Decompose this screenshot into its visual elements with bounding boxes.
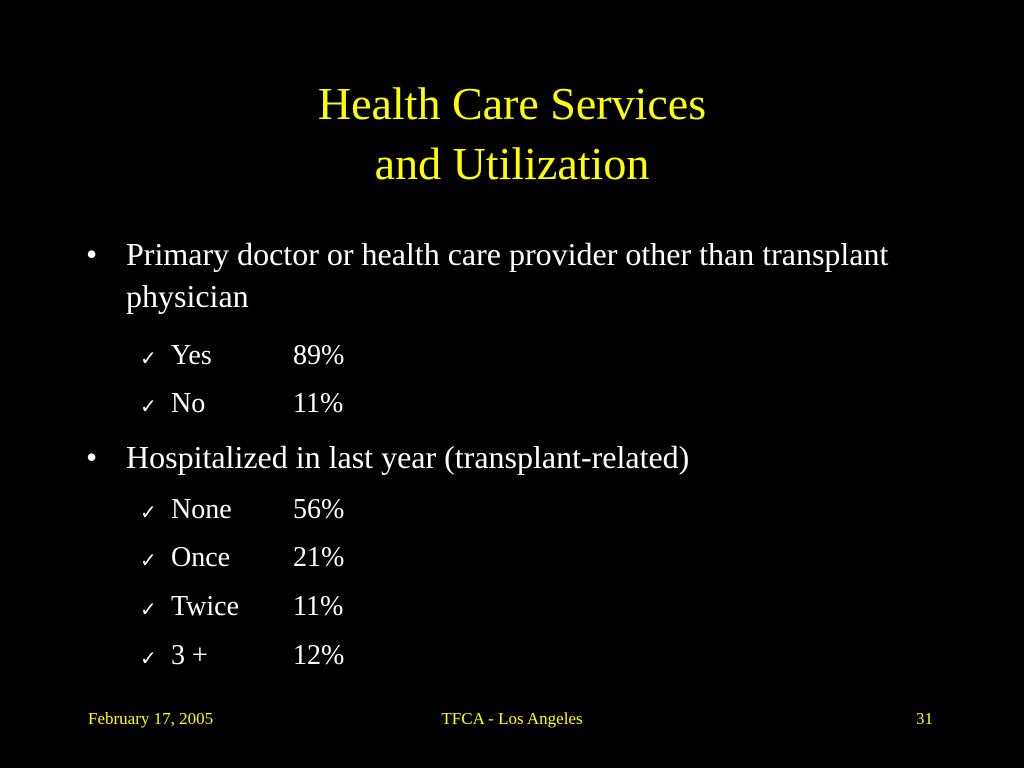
footer-date: February 17, 2005 [88, 709, 214, 728]
bullet-marker: • [86, 439, 98, 475]
sub-item-value: 11% [293, 388, 344, 419]
sub-item-label: Twice [171, 591, 240, 622]
sub-item-value: 56% [293, 494, 345, 525]
footer-page-number: 31 [916, 709, 933, 728]
slide-title [0, 74, 1024, 194]
title-line-2: and Utilization [374, 138, 650, 189]
check-icon: ✓ [140, 597, 157, 621]
check-icon: ✓ [140, 646, 157, 670]
sub-item-label: None [171, 494, 232, 525]
sub-item-value: 21% [293, 542, 345, 573]
bullet-marker: • [86, 236, 98, 272]
sub-item-label: 3 + [171, 640, 208, 671]
footer-event: TFCA - Los Angeles [441, 709, 583, 728]
bullet-text: Primary doctor or health care provider other than transplant physician [126, 236, 889, 314]
bullet-primary-doctor [86, 233, 946, 317]
bullet-hospitalized [86, 436, 946, 478]
sub-item-value: 11% [293, 591, 344, 622]
check-icon: ✓ [140, 394, 157, 418]
check-icon: ✓ [140, 346, 157, 370]
sub-item-label: Once [171, 542, 231, 573]
check-icon: ✓ [140, 548, 157, 572]
sub-item-value: 89% [293, 340, 345, 371]
bullet-text: Hospitalized in last year (transplant-related) [126, 439, 690, 475]
sub-item-label: Yes [171, 340, 212, 371]
title-line-1: Health Care Services [317, 78, 707, 129]
sub-item-value: 12% [293, 640, 345, 671]
sub-item-label: No [171, 388, 206, 419]
check-icon: ✓ [140, 500, 157, 524]
